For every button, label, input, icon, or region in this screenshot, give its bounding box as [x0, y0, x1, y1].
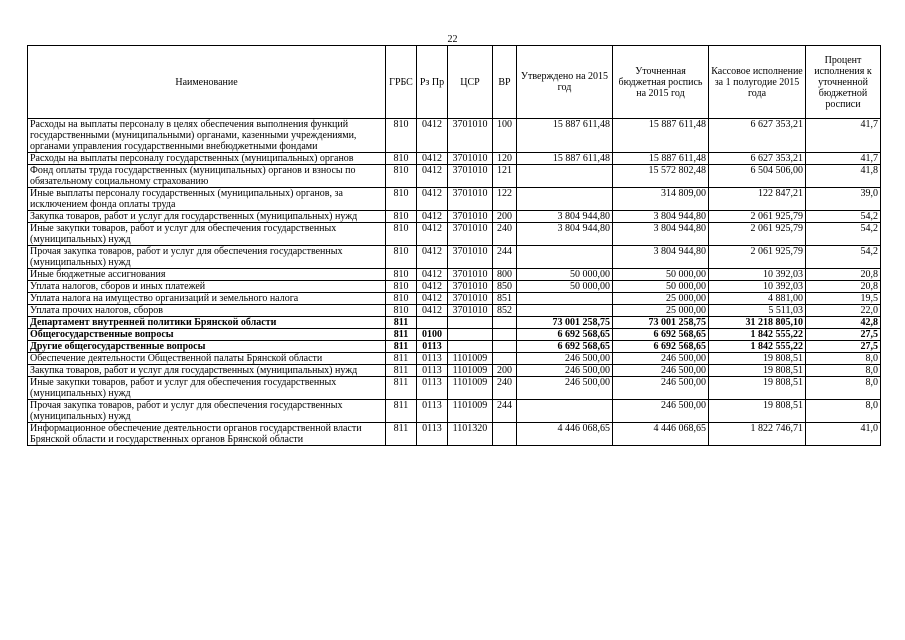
table-row — [28, 353, 881, 365]
table-row — [28, 269, 881, 281]
cell-grbs: 811 — [386, 400, 417, 423]
cell-csr: 1101009 — [448, 353, 493, 365]
cell-percent: 20,8 — [806, 281, 881, 293]
cell-approved: 3 804 944,80 — [517, 223, 613, 246]
cell-approved: 15 887 611,48 — [517, 119, 613, 153]
table-row — [28, 119, 881, 153]
table-row — [28, 329, 881, 341]
cell-name: Уплата налога на имущество организаций и земельного налога — [28, 293, 386, 305]
cell-rzpr: 0412 — [417, 211, 448, 223]
cell-cash: 19 808,51 — [709, 365, 806, 377]
cell-rzpr: 0412 — [417, 269, 448, 281]
table-body — [28, 119, 881, 446]
budget-table — [27, 45, 881, 446]
cell-grbs: 811 — [386, 365, 417, 377]
cell-refined: 6 692 568,65 — [613, 341, 709, 353]
header-cash: Кассовое исполнение за 1 полугодие 2015 года — [709, 46, 806, 119]
cell-refined: 246 500,00 — [613, 365, 709, 377]
cell-grbs: 811 — [386, 341, 417, 353]
cell-rzpr — [417, 317, 448, 329]
cell-csr: 1101320 — [448, 423, 493, 446]
cell-cash: 6 504 506,00 — [709, 165, 806, 188]
header-name: Наименование — [28, 46, 386, 119]
cell-approved: 246 500,00 — [517, 377, 613, 400]
cell-name: Иные выплаты персоналу государственных (муниципальных) органов, за исключением фонда оплаты труда — [28, 188, 386, 211]
cell-percent: 41,0 — [806, 423, 881, 446]
cell-vr: 850 — [493, 281, 517, 293]
cell-rzpr: 0113 — [417, 365, 448, 377]
table-row — [28, 317, 881, 329]
cell-grbs: 810 — [386, 281, 417, 293]
table-row — [28, 293, 881, 305]
cell-name: Уплата налогов, сборов и иных платежей — [28, 281, 386, 293]
cell-refined: 25 000,00 — [613, 305, 709, 317]
table-row — [28, 377, 881, 400]
cell-percent: 27,5 — [806, 329, 881, 341]
cell-name: Другие общегосударственные вопросы — [28, 341, 386, 353]
cell-refined: 6 692 568,65 — [613, 329, 709, 341]
cell-csr: 3701010 — [448, 165, 493, 188]
cell-grbs: 810 — [386, 188, 417, 211]
cell-cash: 1 842 555,22 — [709, 341, 806, 353]
cell-vr — [493, 317, 517, 329]
cell-approved: 73 001 258,75 — [517, 317, 613, 329]
cell-vr — [493, 423, 517, 446]
cell-approved — [517, 400, 613, 423]
cell-name: Обеспечение деятельности Общественной палаты Брянской области — [28, 353, 386, 365]
cell-cash: 6 627 353,21 — [709, 119, 806, 153]
cell-name: Иные бюджетные ассигнования — [28, 269, 386, 281]
cell-name: Расходы на выплаты персоналу в целях обеспечения выполнения функций государственными (муниципальными) органами, казенными учреждениями, органами управления государственными внебюджетными фондами — [28, 119, 386, 153]
cell-percent: 27,5 — [806, 341, 881, 353]
cell-approved: 6 692 568,65 — [517, 341, 613, 353]
cell-approved — [517, 165, 613, 188]
cell-approved — [517, 246, 613, 269]
cell-csr — [448, 317, 493, 329]
cell-rzpr: 0113 — [417, 353, 448, 365]
cell-refined: 246 500,00 — [613, 377, 709, 400]
cell-refined: 50 000,00 — [613, 281, 709, 293]
cell-approved: 246 500,00 — [517, 365, 613, 377]
cell-approved: 50 000,00 — [517, 281, 613, 293]
cell-vr: 120 — [493, 153, 517, 165]
cell-vr — [493, 329, 517, 341]
cell-percent: 41,7 — [806, 153, 881, 165]
cell-refined: 25 000,00 — [613, 293, 709, 305]
cell-csr: 3701010 — [448, 223, 493, 246]
table-row — [28, 153, 881, 165]
cell-approved — [517, 188, 613, 211]
cell-cash: 10 392,03 — [709, 269, 806, 281]
cell-approved: 3 804 944,80 — [517, 211, 613, 223]
cell-percent: 8,0 — [806, 365, 881, 377]
cell-csr: 3701010 — [448, 211, 493, 223]
cell-grbs: 810 — [386, 165, 417, 188]
cell-grbs: 810 — [386, 153, 417, 165]
cell-grbs: 810 — [386, 246, 417, 269]
cell-csr — [448, 329, 493, 341]
cell-percent: 42,8 — [806, 317, 881, 329]
cell-cash: 122 847,21 — [709, 188, 806, 211]
cell-vr: 200 — [493, 211, 517, 223]
cell-name: Общегосударственные вопросы — [28, 329, 386, 341]
cell-grbs: 810 — [386, 223, 417, 246]
cell-vr: 240 — [493, 223, 517, 246]
cell-vr: 200 — [493, 365, 517, 377]
cell-cash: 5 511,03 — [709, 305, 806, 317]
cell-refined: 3 804 944,80 — [613, 246, 709, 269]
cell-grbs: 811 — [386, 317, 417, 329]
cell-csr: 3701010 — [448, 281, 493, 293]
cell-rzpr: 0113 — [417, 400, 448, 423]
header-grbs: ГРБС — [386, 46, 417, 119]
cell-approved: 246 500,00 — [517, 353, 613, 365]
header-row — [28, 46, 881, 119]
cell-percent: 22,0 — [806, 305, 881, 317]
header-percent: Процент исполнения к уточненной бюджетной росписи — [806, 46, 881, 119]
cell-approved — [517, 305, 613, 317]
cell-refined: 314 809,00 — [613, 188, 709, 211]
cell-rzpr: 0412 — [417, 293, 448, 305]
cell-refined: 3 804 944,80 — [613, 211, 709, 223]
header-csr: ЦСР — [448, 46, 493, 119]
cell-rzpr: 0113 — [417, 423, 448, 446]
cell-percent: 19,5 — [806, 293, 881, 305]
cell-grbs: 810 — [386, 293, 417, 305]
cell-refined: 4 446 068,65 — [613, 423, 709, 446]
cell-rzpr: 0412 — [417, 246, 448, 269]
cell-cash: 31 218 805,10 — [709, 317, 806, 329]
cell-cash: 19 808,51 — [709, 377, 806, 400]
cell-percent: 54,2 — [806, 223, 881, 246]
cell-rzpr: 0412 — [417, 188, 448, 211]
cell-grbs: 811 — [386, 353, 417, 365]
cell-rzpr: 0100 — [417, 329, 448, 341]
cell-name: Информационное обеспечение деятельности органов государственной власти Брянской области и государственных органов Брянской области — [28, 423, 386, 446]
cell-grbs: 811 — [386, 329, 417, 341]
table-row — [28, 165, 881, 188]
cell-cash: 2 061 925,79 — [709, 211, 806, 223]
cell-approved: 15 887 611,48 — [517, 153, 613, 165]
cell-csr: 3701010 — [448, 153, 493, 165]
cell-rzpr: 0412 — [417, 223, 448, 246]
cell-name: Прочая закупка товаров, работ и услуг для обеспечения государственных (муниципальных) нужд — [28, 400, 386, 423]
table-row — [28, 305, 881, 317]
cell-name: Департамент внутренней политики Брянской области — [28, 317, 386, 329]
cell-refined: 3 804 944,80 — [613, 223, 709, 246]
cell-cash: 1 822 746,71 — [709, 423, 806, 446]
cell-csr: 3701010 — [448, 188, 493, 211]
cell-vr — [493, 341, 517, 353]
cell-percent: 41,7 — [806, 119, 881, 153]
table-row — [28, 211, 881, 223]
cell-cash: 2 061 925,79 — [709, 246, 806, 269]
cell-vr: 244 — [493, 246, 517, 269]
header-approved: Утверждено на 2015 год — [517, 46, 613, 119]
cell-grbs: 810 — [386, 211, 417, 223]
header-rzpr: Рз Пр — [417, 46, 448, 119]
cell-rzpr: 0412 — [417, 281, 448, 293]
table-row — [28, 400, 881, 423]
cell-vr — [493, 353, 517, 365]
cell-name: Иные закупки товаров, работ и услуг для обеспечения государственных (муниципальных) нужд — [28, 377, 386, 400]
table-row — [28, 246, 881, 269]
header-vr: ВР — [493, 46, 517, 119]
table-row — [28, 365, 881, 377]
cell-refined: 15 887 611,48 — [613, 119, 709, 153]
cell-refined: 15 572 802,48 — [613, 165, 709, 188]
cell-vr: 240 — [493, 377, 517, 400]
cell-approved: 50 000,00 — [517, 269, 613, 281]
table-row — [28, 341, 881, 353]
page-number: 22 — [447, 34, 458, 45]
cell-percent: 8,0 — [806, 377, 881, 400]
cell-rzpr: 0113 — [417, 377, 448, 400]
cell-percent: 20,8 — [806, 269, 881, 281]
cell-cash: 19 808,51 — [709, 353, 806, 365]
cell-percent: 8,0 — [806, 400, 881, 423]
cell-percent: 54,2 — [806, 246, 881, 269]
cell-vr: 800 — [493, 269, 517, 281]
cell-vr: 851 — [493, 293, 517, 305]
cell-name: Расходы на выплаты персоналу государственных (муниципальных) органов — [28, 153, 386, 165]
cell-refined: 73 001 258,75 — [613, 317, 709, 329]
cell-rzpr: 0412 — [417, 305, 448, 317]
cell-vr: 244 — [493, 400, 517, 423]
cell-vr: 100 — [493, 119, 517, 153]
cell-csr: 1101009 — [448, 377, 493, 400]
cell-rzpr: 0412 — [417, 119, 448, 153]
cell-csr: 3701010 — [448, 293, 493, 305]
cell-vr: 852 — [493, 305, 517, 317]
cell-csr: 1101009 — [448, 400, 493, 423]
cell-cash: 2 061 925,79 — [709, 223, 806, 246]
cell-name: Закупка товаров, работ и услуг для государственных (муниципальных) нужд — [28, 365, 386, 377]
cell-name: Фонд оплаты труда государственных (муниципальных) органов и взносы по обязательному социальному страхованию — [28, 165, 386, 188]
cell-grbs: 811 — [386, 423, 417, 446]
cell-cash: 4 881,00 — [709, 293, 806, 305]
cell-csr: 3701010 — [448, 119, 493, 153]
cell-grbs: 810 — [386, 305, 417, 317]
cell-refined: 50 000,00 — [613, 269, 709, 281]
cell-vr: 121 — [493, 165, 517, 188]
cell-rzpr: 0113 — [417, 341, 448, 353]
cell-grbs: 810 — [386, 119, 417, 153]
cell-approved: 6 692 568,65 — [517, 329, 613, 341]
table-row — [28, 423, 881, 446]
cell-percent: 8,0 — [806, 353, 881, 365]
cell-percent: 54,2 — [806, 211, 881, 223]
cell-cash: 1 842 555,22 — [709, 329, 806, 341]
cell-csr: 3701010 — [448, 305, 493, 317]
table-row — [28, 281, 881, 293]
cell-csr — [448, 341, 493, 353]
cell-rzpr: 0412 — [417, 153, 448, 165]
cell-cash: 10 392,03 — [709, 281, 806, 293]
cell-approved — [517, 293, 613, 305]
table-row — [28, 223, 881, 246]
header-refined: Уточненная бюджетная роспись на 2015 год — [613, 46, 709, 119]
cell-percent: 41,8 — [806, 165, 881, 188]
cell-rzpr: 0412 — [417, 165, 448, 188]
cell-cash: 6 627 353,21 — [709, 153, 806, 165]
table-row — [28, 188, 881, 211]
cell-refined: 246 500,00 — [613, 400, 709, 423]
cell-name: Закупка товаров, работ и услуг для государственных (муниципальных) нужд — [28, 211, 386, 223]
cell-vr: 122 — [493, 188, 517, 211]
cell-csr: 1101009 — [448, 365, 493, 377]
cell-cash: 19 808,51 — [709, 400, 806, 423]
cell-name: Прочая закупка товаров, работ и услуг для обеспечения государственных (муниципальных) нужд — [28, 246, 386, 269]
cell-csr: 3701010 — [448, 246, 493, 269]
cell-csr: 3701010 — [448, 269, 493, 281]
cell-percent: 39,0 — [806, 188, 881, 211]
cell-refined: 15 887 611,48 — [613, 153, 709, 165]
cell-name: Уплата прочих налогов, сборов — [28, 305, 386, 317]
cell-refined: 246 500,00 — [613, 353, 709, 365]
cell-grbs: 810 — [386, 269, 417, 281]
cell-grbs: 811 — [386, 377, 417, 400]
cell-approved: 4 446 068,65 — [517, 423, 613, 446]
cell-name: Иные закупки товаров, работ и услуг для обеспечения государственных (муниципальных) нужд — [28, 223, 386, 246]
